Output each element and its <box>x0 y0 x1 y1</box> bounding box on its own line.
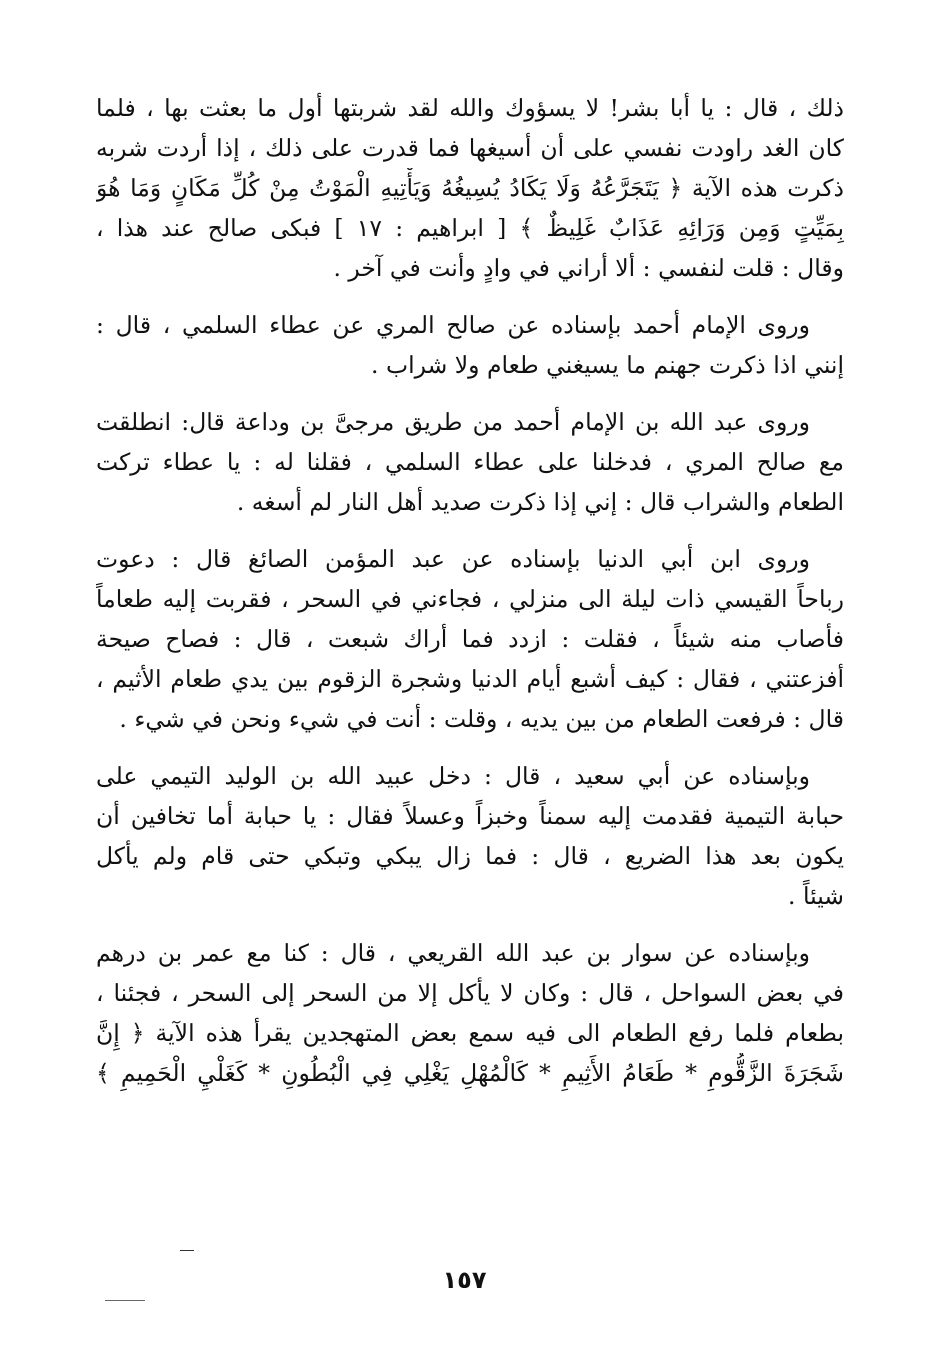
text-line: في بعض السواحل ، قال : وكان لا يأكل إلا من السحر إلى السحر ، فجئنا ، <box>96 979 844 1007</box>
text-line: وروى الإمام أحمد بإسناده عن صالح المري عن عطاء السلمي ، قال : <box>96 311 810 339</box>
text-line: كان الغد راودت نفسي على أن أسيغها فما قدرت على ذلك ، إذا أردت شربه <box>96 134 844 162</box>
text-line: بطعام فلما رفع الطعام الى فيه سمع بعض المتهجدين يقرأ هذه الآية ﴿ إِنَّ <box>96 1019 844 1047</box>
page-body-text <box>96 88 844 1093</box>
scan-artifact <box>180 1250 194 1251</box>
text-line: رباحاً القيسي ذات ليلة الى منزلي ، فجاءني في السحر ، فقربت إليه طعاماً <box>96 585 844 613</box>
paragraph-3 <box>96 402 844 522</box>
text-line: شيئاً . <box>788 882 844 910</box>
paragraph-2 <box>96 305 844 385</box>
text-line: قال : فرفعت الطعام من بين يديه ، وقلت : أنت في شيء ونحن في شيء . <box>119 705 844 733</box>
text-line: إنني اذا ذكرت جهنم ما يسيغني طعام ولا شراب . <box>371 351 844 379</box>
text-line: حبابة التيمية فقدمت إليه سمناً وخبزاً وعسلاً فقال : يا حبابة أما تخافين أن <box>96 802 844 830</box>
text-line: وبإسناده عن أبي سعيد ، قال : دخل عبيد الله بن الوليد التيمي على <box>96 762 810 790</box>
page-number: ١٥٧ <box>442 1266 487 1294</box>
paragraph-5 <box>96 756 844 916</box>
text-line: الطعام والشراب قال : إني إذا ذكرت صديد أهل النار لم أسغه . <box>236 488 844 516</box>
text-line: شَجَرَةَ الزَّقُّومِ * طَعَامُ الأَثِيمِ * كَالْمُهْلِ يَغْلِي فِي الْبُطُونِ * كَغَلْيِ الْحَمِيمِ ﴾ <box>96 1059 844 1087</box>
scan-artifact <box>105 1300 145 1301</box>
text-line: ذكرت هذه الآية ﴿ يَتَجَرَّعُهُ وَلَا يَكَادُ يُسِيغُهُ وَيَأْتِيهِ الْمَوْتُ مِنْ كُلِّ مَكَانٍ وَمَا هُوَ <box>96 174 844 202</box>
text-line: بِمَيِّتٍ وَمِن وَرَائِهِ عَذَابٌ غَلِيظٌ ﴾ [ ابراهيم : ١٧ ] فبكى صالح عند هذا ، <box>96 214 844 242</box>
text-line: مع صالح المري ، فدخلنا على عطاء السلمي ، فقلنا له : يا عطاء تركت <box>96 448 844 476</box>
paragraph-4 <box>96 539 844 739</box>
text-line: وروى عبد الله بن الإمام أحمد من طريق مرجىَّ بن وداعة قال: انطلقت <box>96 408 810 436</box>
text-line: ذلك ، قال : يا أبا بشر! لا يسؤوك والله لقد شربتها أول ما بعثت بها ، فلما <box>96 94 844 122</box>
text-line: وبإسناده عن سوار بن عبد الله القريعي ، قال : كنا مع عمر بن درهم <box>96 939 810 967</box>
text-line: وروى ابن أبي الدنيا بإسناده عن عبد المؤمن الصائغ قال : دعوت <box>96 545 810 573</box>
text-line: يكون بعد هذا الضريع ، قال : فما زال يبكي وتبكي حتى قام ولم يأكل <box>96 842 844 870</box>
paragraph-6 <box>96 933 844 1093</box>
text-line: وقال : قلت لنفسي : ألا أراني في وادٍ وأنت في آخر . <box>333 254 844 282</box>
paragraph-1 <box>96 88 844 288</box>
text-line: فأصاب منه شيئاً ، فقلت : ازدد فما أراك شبعت ، قال : فصاح صيحة <box>96 625 844 653</box>
text-line: أفزعتني ، فقال : كيف أشبع أيام الدنيا وشجرة الزقوم بين يدي طعام الأثيم ، <box>96 665 844 693</box>
